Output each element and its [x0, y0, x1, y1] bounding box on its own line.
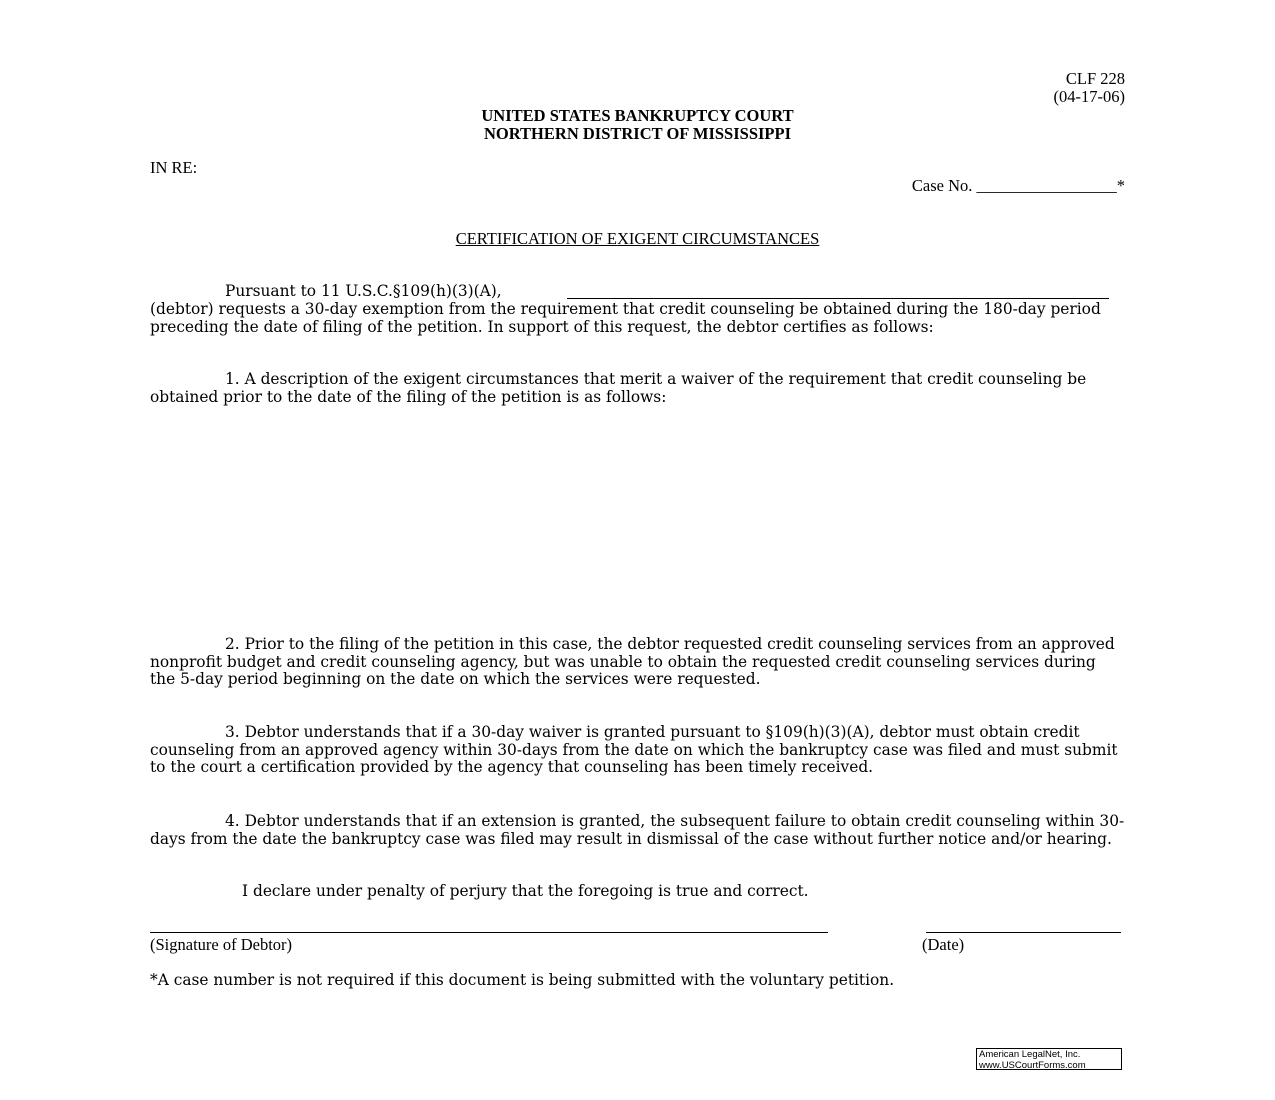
paragraph-1: 1. A description of the exigent circumstances that merit a waiver of the requirement that credit counseling be obtained prior to the date of the filing of the petition is as follows: — [150, 370, 1087, 406]
footnote: *A case number is not required if this document is being submitted with the voluntary petition. — [150, 971, 895, 989]
date-line — [926, 932, 1121, 933]
form-date: (04-17-06) — [1053, 87, 1125, 106]
date-label: (Date) — [922, 935, 965, 954]
paragraph-3: 3. Debtor understands that if a 30-day waiver is granted pursuant to §109(h)(3)(A), debtor must obtain credit counseling from an approved agency within 30-days from the date on which the bankruptcy case was filed and must submit to the court a certification provided by the agency that counseling has been timely received. — [150, 723, 1118, 777]
form-id: CLF 228 — [1065, 69, 1125, 88]
in-re-label: IN RE: — [150, 158, 198, 177]
signature-label: (Signature of Debtor) — [150, 935, 293, 954]
paragraph-4: 4. Debtor understands that if an extension is granted, the subsequent failure to obtain credit counseling within 30-days from the date the bankruptcy case was filed may result in dismissal of the case without further notice and/or hearing. — [150, 812, 1125, 848]
case-number-field: Case No. _________________* — [911, 176, 1125, 195]
court-name: UNITED STATES BANKRUPTCY COURT — [481, 106, 794, 125]
document-title: CERTIFICATION OF EXIGENT CIRCUMSTANCES — [455, 229, 820, 248]
publisher-badge — [976, 1048, 1122, 1070]
badge-url: www.USCourtForms.com — [979, 1059, 1086, 1071]
signature-line — [150, 932, 828, 933]
debtor-name-line — [567, 298, 1109, 299]
intro-paragraph: (debtor) requests a 30-day exemption from the requirement that credit counseling be obtained during the 180-day period preceding the date of filing of the petition. In support of this request, the debtor certifies as follows: — [150, 300, 1101, 336]
paragraph-2: 2. Prior to the filing of the petition in this case, the debtor requested credit counseling services from an approved nonprofit budget and credit counseling agency, but was unable to obtain the requested credit counseling services during the 5-day period beginning on the date on which the services were requested. — [150, 635, 1115, 689]
badge-company: American LegalNet, Inc. — [979, 1049, 1081, 1060]
declaration: I declare under penalty of perjury that the foregoing is true and correct. — [242, 882, 809, 900]
intro-lead: Pursuant to 11 U.S.C.§109(h)(3)(A), — [225, 282, 502, 300]
court-district: NORTHERN DISTRICT OF MISSISSIPPI — [483, 124, 792, 143]
